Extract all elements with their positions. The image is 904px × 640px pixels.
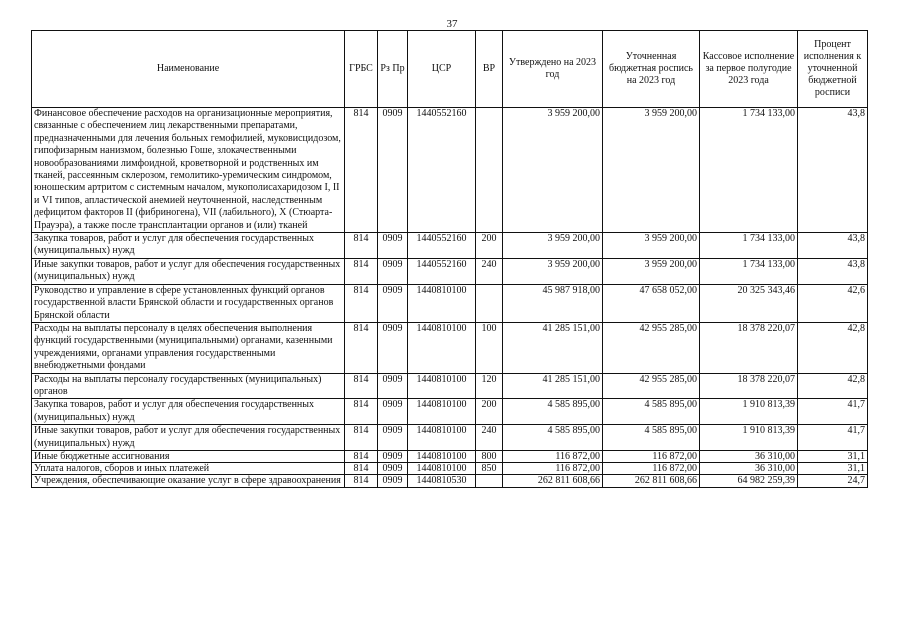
col-header-refined: Уточненная бюджетная роспись на 2023 год bbox=[603, 31, 700, 108]
table-row bbox=[32, 322, 868, 373]
row-approved: 116 872,00 bbox=[503, 462, 603, 474]
row-rzpr: 0909 bbox=[378, 373, 408, 399]
row-refined: 42 955 285,00 bbox=[603, 373, 700, 399]
row-grbs: 814 bbox=[345, 322, 378, 373]
row-vr: 100 bbox=[476, 322, 503, 373]
row-cash: 64 982 259,39 bbox=[700, 474, 798, 487]
row-csr: 1440552160 bbox=[408, 258, 476, 284]
row-csr: 1440810530 bbox=[408, 474, 476, 487]
row-name: Расходы на выплаты персоналу государственных (муниципальных) органов bbox=[32, 373, 345, 399]
row-name: Иные закупки товаров, работ и услуг для обеспечения государственных (муниципальных) нужд bbox=[32, 258, 345, 284]
row-approved: 4 585 895,00 bbox=[503, 399, 603, 425]
row-vr: 200 bbox=[476, 399, 503, 425]
row-csr: 1440810100 bbox=[408, 373, 476, 399]
row-cash: 1 734 133,00 bbox=[700, 233, 798, 259]
table-row bbox=[32, 258, 868, 284]
row-refined: 116 872,00 bbox=[603, 450, 700, 462]
row-rzpr: 0909 bbox=[378, 322, 408, 373]
row-name: Закупка товаров, работ и услуг для обеспечения государственных (муниципальных) нужд bbox=[32, 233, 345, 259]
col-header-name: Наименование bbox=[32, 31, 345, 108]
table-row bbox=[32, 399, 868, 425]
row-percent: 43,8 bbox=[798, 108, 868, 233]
row-cash: 20 325 343,46 bbox=[700, 284, 798, 322]
col-header-rzpr: Рз Пр bbox=[378, 31, 408, 108]
row-rzpr: 0909 bbox=[378, 425, 408, 451]
row-vr: 120 bbox=[476, 373, 503, 399]
row-percent: 42,6 bbox=[798, 284, 868, 322]
row-csr: 1440810100 bbox=[408, 425, 476, 451]
row-cash: 36 310,00 bbox=[700, 462, 798, 474]
row-approved: 3 959 200,00 bbox=[503, 258, 603, 284]
row-name: Уплата налогов, сборов и иных платежей bbox=[32, 462, 345, 474]
col-header-cash: Кассовое исполнение за первое полугодие 2023 года bbox=[700, 31, 798, 108]
row-grbs: 814 bbox=[345, 284, 378, 322]
row-grbs: 814 bbox=[345, 258, 378, 284]
row-grbs: 814 bbox=[345, 474, 378, 487]
row-cash: 1 734 133,00 bbox=[700, 258, 798, 284]
row-approved: 3 959 200,00 bbox=[503, 233, 603, 259]
row-percent: 31,1 bbox=[798, 450, 868, 462]
col-header-csr: ЦСР bbox=[408, 31, 476, 108]
row-name: Расходы на выплаты персоналу в целях обеспечения выполнения функций государственными (муниципальными) органами, казенными учреждениями, органами управления государственными внебюджетными фондами bbox=[32, 322, 345, 373]
row-refined: 3 959 200,00 bbox=[603, 258, 700, 284]
row-refined: 42 955 285,00 bbox=[603, 322, 700, 373]
row-name: Учреждения, обеспечивающие оказание услуг в сфере здравоохранения bbox=[32, 474, 345, 487]
row-percent: 24,7 bbox=[798, 474, 868, 487]
row-csr: 1440810100 bbox=[408, 450, 476, 462]
row-vr: 200 bbox=[476, 233, 503, 259]
row-name: Иные закупки товаров, работ и услуг для обеспечения государственных (муниципальных) нужд bbox=[32, 425, 345, 451]
row-refined: 4 585 895,00 bbox=[603, 425, 700, 451]
row-vr: 240 bbox=[476, 258, 503, 284]
row-rzpr: 0909 bbox=[378, 284, 408, 322]
row-vr: 800 bbox=[476, 450, 503, 462]
row-csr: 1440552160 bbox=[408, 108, 476, 233]
row-rzpr: 0909 bbox=[378, 399, 408, 425]
row-grbs: 814 bbox=[345, 373, 378, 399]
row-refined: 4 585 895,00 bbox=[603, 399, 700, 425]
page-number: 37 bbox=[446, 18, 458, 30]
table-row bbox=[32, 108, 868, 233]
table-row bbox=[32, 425, 868, 451]
row-percent: 31,1 bbox=[798, 462, 868, 474]
row-rzpr: 0909 bbox=[378, 258, 408, 284]
row-cash: 36 310,00 bbox=[700, 450, 798, 462]
row-rzpr: 0909 bbox=[378, 450, 408, 462]
row-cash: 1 910 813,39 bbox=[700, 425, 798, 451]
row-name: Иные бюджетные ассигнования bbox=[32, 450, 345, 462]
row-refined: 3 959 200,00 bbox=[603, 108, 700, 233]
row-csr: 1440810100 bbox=[408, 322, 476, 373]
budget-table bbox=[31, 30, 868, 488]
row-refined: 262 811 608,66 bbox=[603, 474, 700, 487]
row-cash: 1 734 133,00 bbox=[700, 108, 798, 233]
table-header-row bbox=[32, 31, 868, 108]
row-cash: 1 910 813,39 bbox=[700, 399, 798, 425]
row-approved: 262 811 608,66 bbox=[503, 474, 603, 487]
row-csr: 1440810100 bbox=[408, 399, 476, 425]
row-approved: 45 987 918,00 bbox=[503, 284, 603, 322]
row-vr: 240 bbox=[476, 425, 503, 451]
row-percent: 41,7 bbox=[798, 425, 868, 451]
row-vr bbox=[476, 284, 503, 322]
table-row bbox=[32, 462, 868, 474]
row-csr: 1440810100 bbox=[408, 284, 476, 322]
row-grbs: 814 bbox=[345, 462, 378, 474]
table-row bbox=[32, 373, 868, 399]
row-csr: 1440810100 bbox=[408, 462, 476, 474]
row-cash: 18 378 220,07 bbox=[700, 322, 798, 373]
row-grbs: 814 bbox=[345, 450, 378, 462]
row-grbs: 814 bbox=[345, 399, 378, 425]
row-vr bbox=[476, 108, 503, 233]
row-percent: 43,8 bbox=[798, 233, 868, 259]
row-approved: 3 959 200,00 bbox=[503, 108, 603, 233]
table-row bbox=[32, 233, 868, 259]
row-approved: 41 285 151,00 bbox=[503, 322, 603, 373]
row-name: Закупка товаров, работ и услуг для обеспечения государственных (муниципальных) нужд bbox=[32, 399, 345, 425]
row-cash: 18 378 220,07 bbox=[700, 373, 798, 399]
row-rzpr: 0909 bbox=[378, 462, 408, 474]
row-rzpr: 0909 bbox=[378, 108, 408, 233]
col-header-grbs: ГРБС bbox=[345, 31, 378, 108]
col-header-percent: Процент исполнения к уточненной бюджетной росписи bbox=[798, 31, 868, 108]
row-name: Финансовое обеспечение расходов на организационные мероприятия, связанные с обеспечением лиц лекарственными препаратами, предназначенными для лечения больных гемофилией, муковисцидозом, гипофизарным нанизмом, болезнью Гоше, злокачественными новообразованиями лимфоидной, кроветворной и родственных им тканей, рассеянным склерозом, гемолитико-уремическим синдромом, юношеским артритом с системным началом, мукополисахаридозом I, II и VI типов, апластической анемией неуточненной, наследственным дефицитом факторов II (фибриногена), VII (лабильного), X (Стюарта-Прауэра), а также после трансплантации органов и (или) тканей bbox=[32, 108, 345, 233]
row-percent: 43,8 bbox=[798, 258, 868, 284]
table-row bbox=[32, 474, 868, 487]
table-row bbox=[32, 284, 868, 322]
row-grbs: 814 bbox=[345, 233, 378, 259]
table-row bbox=[32, 450, 868, 462]
row-csr: 1440552160 bbox=[408, 233, 476, 259]
row-percent: 42,8 bbox=[798, 322, 868, 373]
row-grbs: 814 bbox=[345, 108, 378, 233]
row-approved: 116 872,00 bbox=[503, 450, 603, 462]
row-percent: 41,7 bbox=[798, 399, 868, 425]
row-refined: 116 872,00 bbox=[603, 462, 700, 474]
row-percent: 42,8 bbox=[798, 373, 868, 399]
row-grbs: 814 bbox=[345, 425, 378, 451]
col-header-approved: Утверждено на 2023 год bbox=[503, 31, 603, 108]
row-vr bbox=[476, 474, 503, 487]
row-vr: 850 bbox=[476, 462, 503, 474]
row-refined: 47 658 052,00 bbox=[603, 284, 700, 322]
col-header-vr: ВР bbox=[476, 31, 503, 108]
row-refined: 3 959 200,00 bbox=[603, 233, 700, 259]
row-name: Руководство и управление в сфере установленных функций органов государственной власти Брянской области и государственных органов Брянской области bbox=[32, 284, 345, 322]
row-rzpr: 0909 bbox=[378, 474, 408, 487]
row-approved: 41 285 151,00 bbox=[503, 373, 603, 399]
row-rzpr: 0909 bbox=[378, 233, 408, 259]
row-approved: 4 585 895,00 bbox=[503, 425, 603, 451]
